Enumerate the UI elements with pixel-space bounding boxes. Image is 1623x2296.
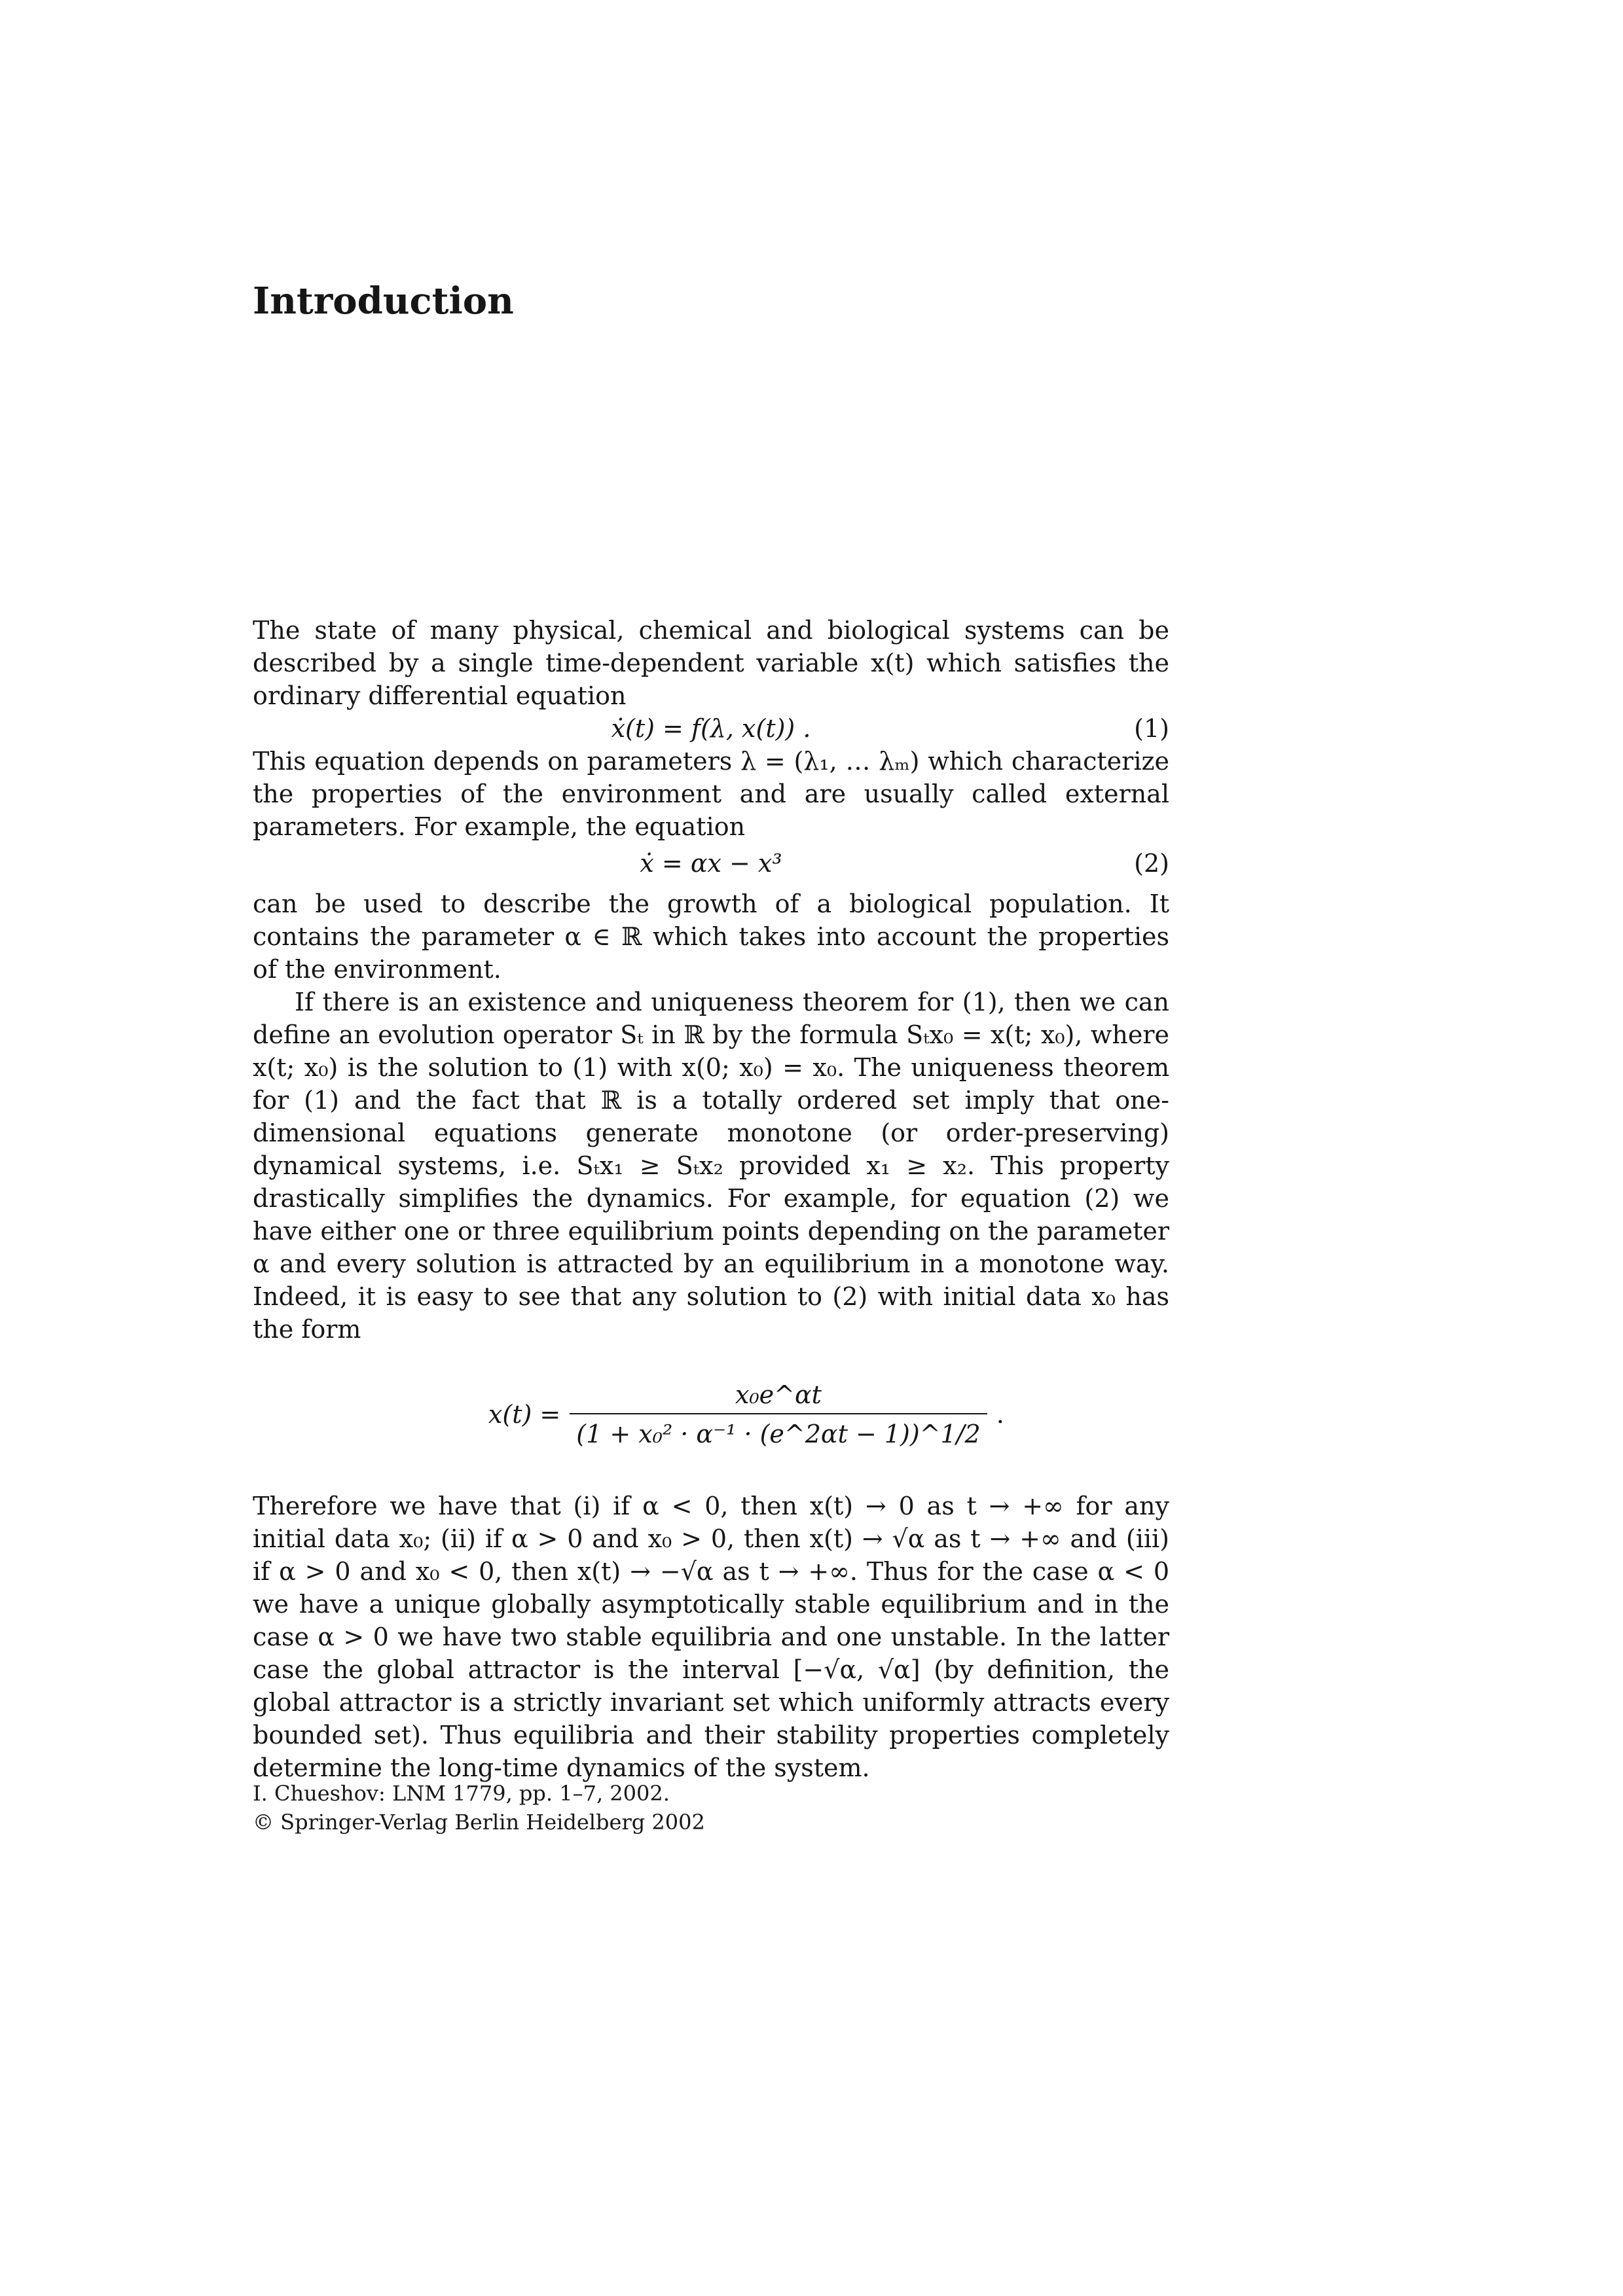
footer	[253, 1779, 705, 1837]
paragraph-5: Therefore we have that (i) if α < 0, then x(t) → 0 as t → +∞ for any initial data x₀; (ii) if α > 0 and x₀ > 0, then x(t) → √α as t → +∞ and (iii) if α > 0 and x₀ < 0, then x(t) → −√α as t → +∞. Thus for the case α < 0 we have a unique globally asymptotically stable equilibrium and in the case α > 0 we have two stable equilibria and one unstable. In the latter case the global attractor is the interval [−√α, √α] (by definition, the global attractor is a strictly invariant set which uniformly attracts every bounded set). Thus equilibria and their stability properties completely determine the long-time dynamics of the system.	[253, 1492, 1169, 1782]
chapter-title: Introduction	[253, 279, 514, 323]
body-text	[253, 614, 1169, 1784]
equation-2-body: ẋ = αx − x³	[640, 849, 782, 878]
equation-3-lhs: x(t) =	[488, 1400, 561, 1429]
footer-citation: I. Chueshov: LNM 1779, pp. 1–7, 2002.	[253, 1781, 670, 1806]
equation-1	[253, 712, 1169, 745]
equation-3-period: .	[996, 1400, 1004, 1429]
equation-1-body: ẋ(t) = f(λ, x(t)) .	[611, 714, 811, 743]
equation-3-layout	[488, 1365, 1004, 1463]
paragraph-4: If there is an existence and uniqueness theorem for (1), then we can define an evolution operator Sₜ in ℝ by the formula Sₜx₀ = x(t; x₀), where x(t; x₀) is the solution to (1) with x(0; x₀) = x₀. The uniqueness theorem for (1) and the fact that ℝ is a totally ordered set imply that one-dimensional equations generate monotone (or order-preserving) dynamical systems, i.e. Sₜx₁ ≥ Sₜx₂ provided x₁ ≥ x₂. This property drastically simplifies the dynamics. For example, for equation (2) we have either one or three equilibrium points depending on the parameter α and every solution is attracted by an equilibrium in a monotone way. Indeed, it is easy to see that any solution to (2) with initial data x₀ has the form	[253, 988, 1169, 1344]
equation-1-number: (1)	[1134, 714, 1169, 743]
equation-3-denominator: (1 + x₀² · α⁻¹ · (e^2αt − 1))^1/2	[570, 1413, 987, 1448]
equation-3	[253, 1365, 1169, 1463]
paragraph-1: The state of many physical, chemical and biological systems can be described by a single time-dependent variable x(t) which satisfies the ordinary differential equation	[253, 616, 1169, 710]
equation-3-numerator: x₀e^αt	[735, 1380, 822, 1409]
paragraph-3: can be used to describe the growth of a biological population. It contains the parameter α ∈ ℝ which takes into account the properties of the environment.	[253, 889, 1169, 984]
paragraph-2: This equation depends on parameters λ = (λ₁, … λₘ) which characterize the properties of the environment and are usually called external parameters. For example, the equation	[253, 747, 1169, 841]
footer-copyright: © Springer-Verlag Berlin Heidelberg 2002	[253, 1810, 705, 1835]
equation-2	[253, 847, 1169, 880]
equation-2-number: (2)	[1134, 849, 1169, 878]
equation-3-fraction	[570, 1380, 987, 1448]
